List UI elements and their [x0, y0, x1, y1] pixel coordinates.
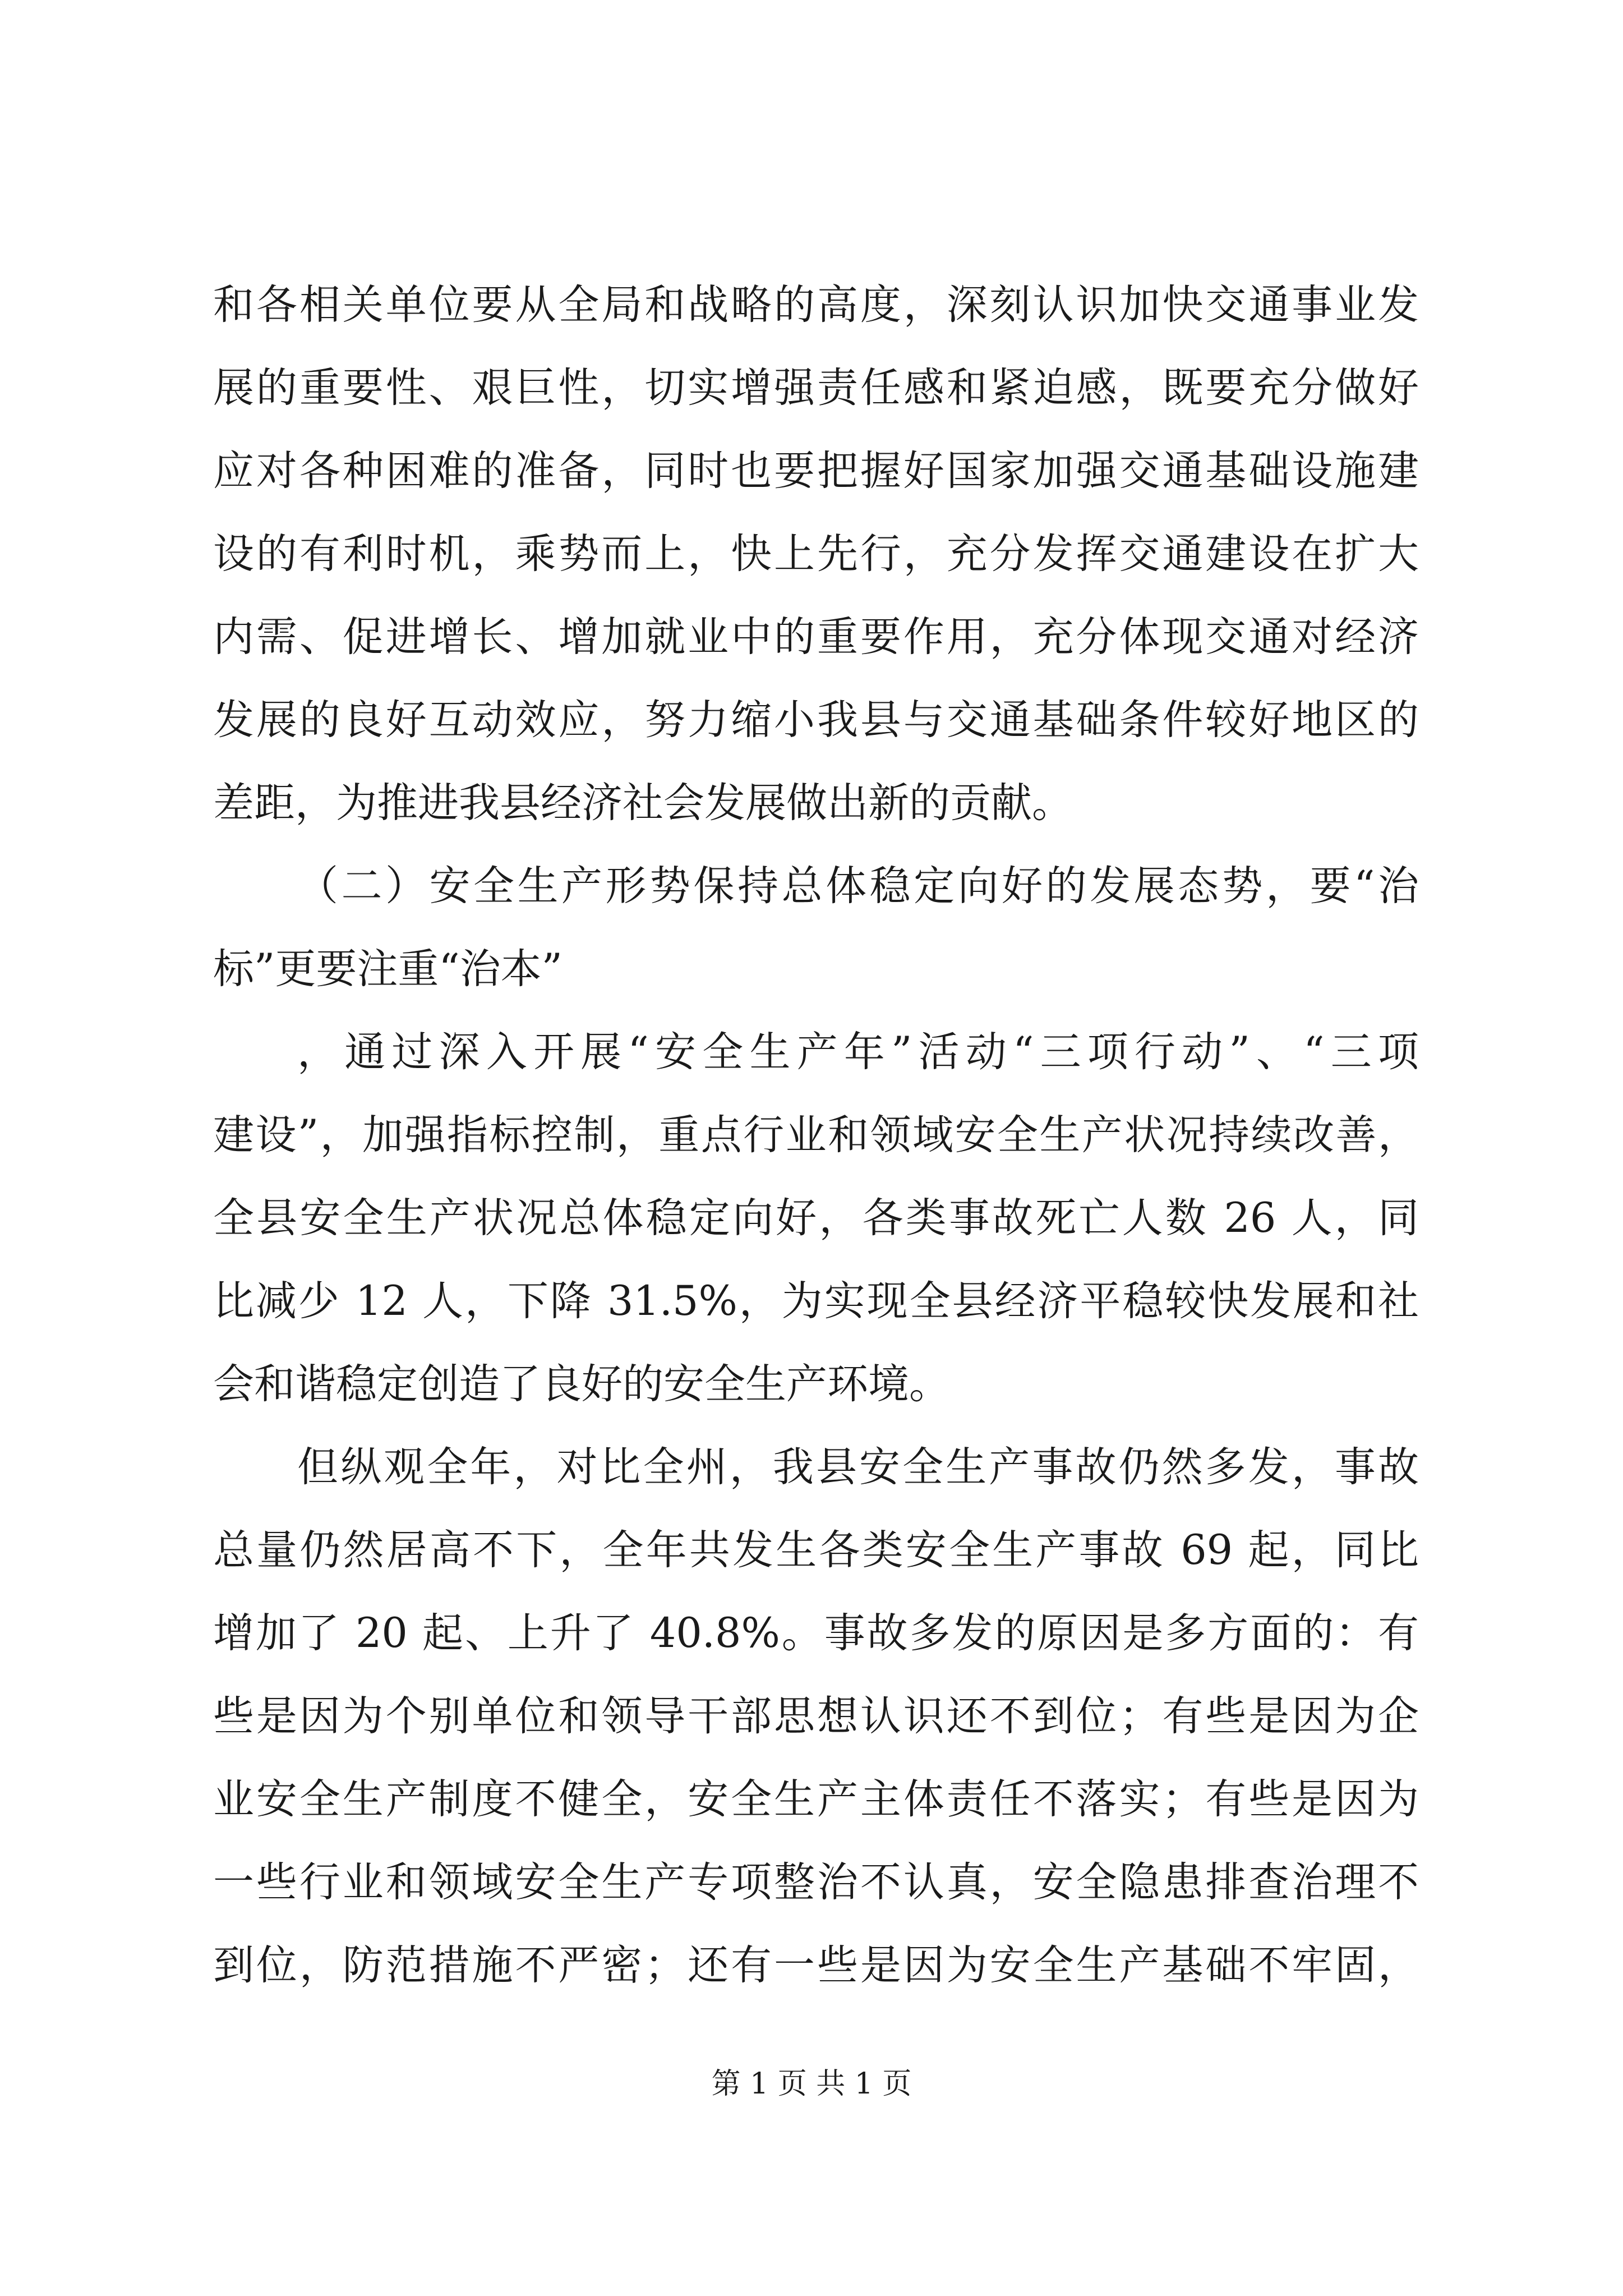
- text-line: 业安全生产制度不健全，安全生产主体责任不落实；有些是因为: [213, 1775, 1419, 1823]
- page-number: 第 1 页 共 1 页: [711, 2067, 912, 2101]
- text-line: 增加了 20 起、上升了 40.8%。事故多发的原因是多方面的：有: [213, 1609, 1419, 1657]
- text-line: 全县安全生产状况总体稳定向好，各类事故死亡人数 26 人，同: [213, 1194, 1419, 1242]
- text-line: 发展的良好互动效应，努力缩小我县与交通基础条件较好地区的: [213, 696, 1419, 744]
- text-line: ，通过深入开展“安全生产年”活动“三项行动”、“三项: [297, 1028, 1419, 1076]
- text-line: 设的有利时机，乘势而上，快上先行，充分发挥交通建设在扩大: [213, 530, 1419, 578]
- text-line: 内需、促进增长、增加就业中的重要作用，充分体现交通对经济: [213, 613, 1419, 661]
- text-line: 些是因为个别单位和领导干部思想认识还不到位；有些是因为企: [213, 1692, 1419, 1740]
- text-line: 会和谐稳定创造了良好的安全生产环境。: [213, 1360, 950, 1408]
- document-body: [213, 264, 1419, 2007]
- text-line: 总量仍然居高不下，全年共发生各类安全生产事故 69 起，同比: [213, 1526, 1419, 1574]
- text-line: 但纵观全年，对比全州，我县安全生产事故仍然多发，事故: [297, 1443, 1419, 1491]
- page-footer: [0, 2064, 1623, 2104]
- text-line: 建设”，加强指标控制，重点行业和领域安全生产状况持续改善，: [213, 1111, 1419, 1159]
- text-line: 展的重要性、艰巨性，切实增强责任感和紧迫感，既要充分做好: [213, 364, 1419, 412]
- section-heading-line: 标”更要注重“治本”: [213, 945, 562, 993]
- text-line: 到位，防范措施不严密；还有一些是因为安全生产基础不牢固，: [213, 1941, 1419, 1989]
- text-line: 差距，为推进我县经济社会发展做出新的贡献。: [213, 779, 1073, 827]
- text-line: 比减少 12 人，下降 31.5%，为实现全县经济平稳较快发展和社: [213, 1277, 1419, 1325]
- text-line: 应对各种困难的准备，同时也要把握好国家加强交通基础设施建: [213, 447, 1419, 495]
- section-heading-line: （二）安全生产形势保持总体稳定向好的发展态势，要“治: [297, 862, 1419, 910]
- text-line: 和各相关单位要从全局和战略的高度，深刻认识加快交通事业发: [213, 281, 1419, 329]
- text-line: 一些行业和领域安全生产专项整治不认真，安全隐患排查治理不: [213, 1858, 1419, 1906]
